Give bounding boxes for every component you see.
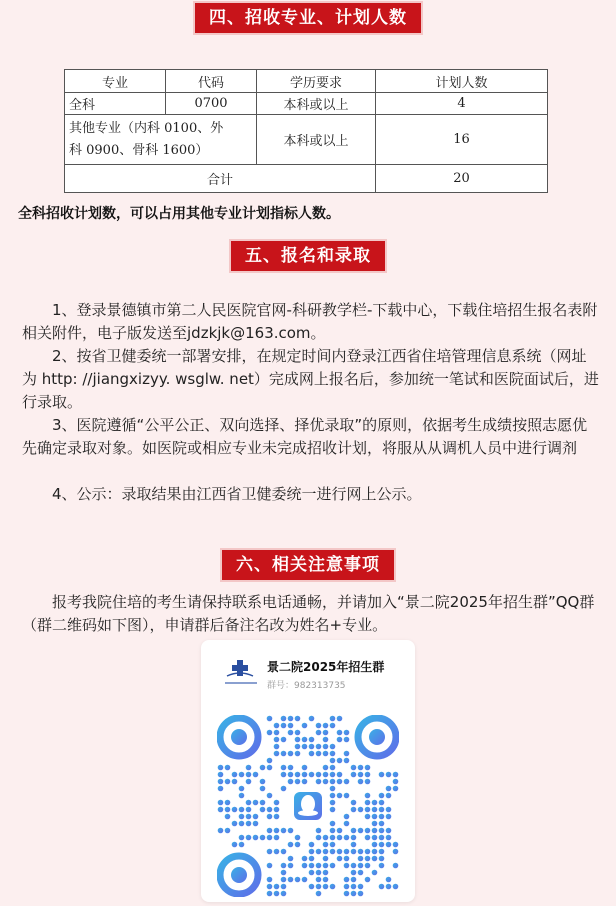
cell-count: 4 (376, 93, 548, 115)
header-code: 代码 (166, 70, 257, 93)
group-id: 群号：982313735 (267, 681, 346, 691)
header-major: 专业 (65, 70, 166, 93)
qr-finder-top-right (358, 718, 396, 756)
qr-code[interactable] (217, 715, 399, 897)
registration-step-1: 1、登录景德镇市第二人民医院官网-科研教学栏-下载中心，下载住培招生报名表附相关附件，电子版发送至jdzkjk@163.com。 (22, 301, 598, 342)
notice-paragraph: 报考我院住培的考生请保持联系电话通畅，并请加入“景二院2025年招生群”QQ群（群二维码如下图），申请群后备注名改为姓名+专业。 (22, 593, 595, 634)
cell-major: 全科 (65, 93, 166, 115)
section-6-title: 六、相关注意事项 (222, 550, 394, 580)
table-row (65, 93, 548, 115)
qq-penguin-icon (290, 788, 326, 824)
registration-step-3: 3、医院遵循“公平公正、双向选择、择优录取”的原则，依据考生成绩按照志愿优先确定录取对象。如医院或相应专业未完成招收计划，将服从从调机人员中进行调剂 (22, 416, 588, 457)
total-label: 合计 (65, 165, 376, 193)
registration-step-2: 2、按省卫健委统一部署安排，在规定时间内登录江西省住培管理信息系统（网址为 http: //jiangxizyy. wsglw. net）完成网上报名后，参加统一笔试和医院面试后，进行录取。 (22, 347, 599, 411)
registration-step-4: 4、公示：录取结果由江西省卫健委统一进行网上公示。 (52, 485, 422, 503)
total-count: 20 (376, 165, 548, 193)
table-row (65, 115, 548, 165)
qq-group-card (201, 640, 415, 902)
cell-count: 16 (376, 115, 548, 165)
qr-finder-bottom-left (220, 856, 258, 894)
table-header-row (65, 70, 548, 93)
section-4-title: 四、招收专业、计划人数 (195, 3, 421, 33)
plan-note: 全科招收计划数，可以占用其他专业计划指标人数。 (18, 206, 340, 222)
enrollment-plan-table (64, 69, 548, 193)
cell-major: 其他专业（内科 0100、外科 0900、骨科 1600） (65, 115, 257, 165)
group-name: 景二院2025年招生群 (267, 660, 385, 674)
cell-education: 本科或以上 (257, 115, 376, 165)
section-5-title: 五、报名和录取 (231, 241, 385, 271)
table-total-row (65, 165, 548, 193)
header-plan-count: 计划人数 (376, 70, 548, 93)
cell-education: 本科或以上 (257, 93, 376, 115)
cell-code: 0700 (166, 93, 257, 115)
qr-finder-top-left (220, 718, 258, 756)
hospital-logo-icon (223, 658, 263, 688)
header-education: 学历要求 (257, 70, 376, 93)
